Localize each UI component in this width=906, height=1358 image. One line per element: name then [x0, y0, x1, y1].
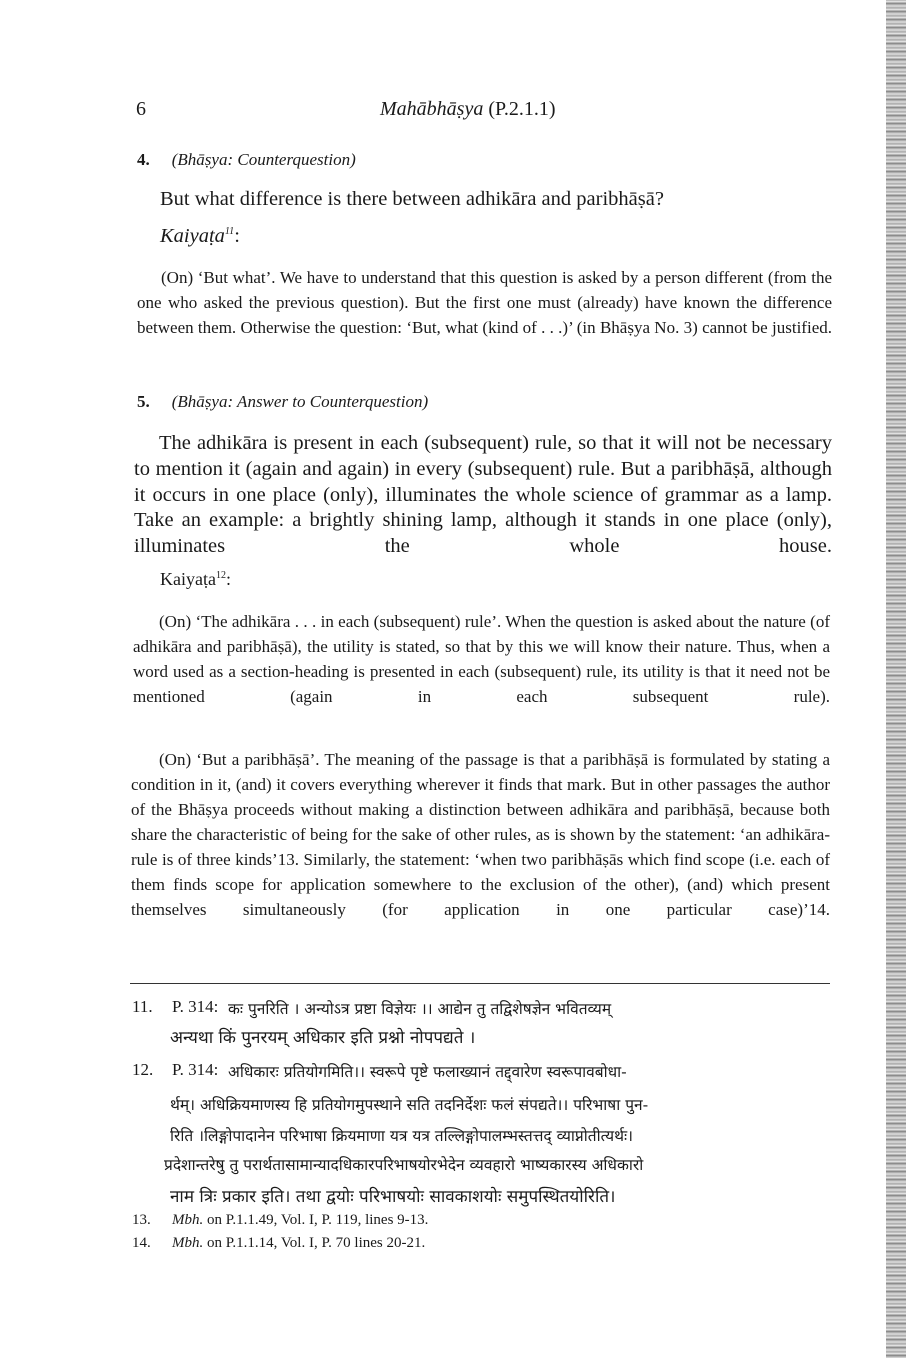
footnote-11-line-2: अन्यथा किं पुनरयम् अधिकार इति प्रश्नो नोपपद्यते ।	[170, 1028, 476, 1048]
running-head-title: Mahābhāṣya	[380, 98, 484, 120]
footnote-11-line-1: कः पुनरिति । अन्योऽत्र प्रष्टा विज्ञेयः ।। आद्येन तु तद्विशेषज्ञेन भवितव्यम्	[228, 1000, 612, 1018]
footnote-14-number: 14.	[132, 1235, 151, 1251]
footnote-13	[172, 1212, 428, 1229]
footnote-12-line-5: नाम त्रिः प्रकार इति। तथा द्वयोः परिभाषयोः सावकाशयोः समुपस्थितयोरिति।	[170, 1187, 616, 1207]
section-5-heading	[137, 392, 428, 412]
section-4-kaiyata-text: (On) ‘But what’. We have to understand that this question is asked by a person different (from the one who asked the previous question). But the first one must (already) have known the difference between them. Otherwise the question: ‘But, what (kind of . . .)’ (in Bhāṣya No. 3) cannot be justified.	[137, 268, 832, 337]
footnote-13-text: on P.1.1.49, Vol. I, P. 119, lines 9-13.	[207, 1212, 429, 1228]
footnote-14	[172, 1235, 425, 1252]
footnote-12-line-3: रिति ।लिङ्गोपादानेन परिभाषा क्रियमाणा यत्र यत्र तल्लिङ्गोपालम्भस्तत्तद् व्याप्नोतीत्यर्थः।	[170, 1127, 633, 1145]
footnote-11-source: P. 314:	[172, 997, 219, 1016]
footnote-12-line-1: अधिकारः प्रतियोगमिति।। स्वरूपे पृष्टे फलाख्यानं तद्द्वारेण स्वरूपावबोधा-	[228, 1063, 627, 1081]
footnote-12-number: 12.	[132, 1060, 154, 1079]
footnote-13-number: 13.	[132, 1212, 151, 1228]
footnote-ref-11: 11	[224, 226, 235, 238]
section-5-bhasya-text: The adhikāra is present in each (subsequent) rule, so that it will not be necessary to mention it (again and again) in every (subsequent) rule. But a paribhāṣā, although it occurs in one place (only), illuminates the whole science of grammar as a lamp. Take an example: a brightly shining lamp, although it stands in one place (only), illuminates the whole house.	[134, 432, 832, 558]
page-number: 6	[136, 98, 146, 120]
section-5-kaiyata-label: Kaiyaṭa$^{12}$:	[160, 569, 231, 589]
section-4-heading	[137, 150, 356, 170]
section-4-kaiyata-label: Kaiyaṭa$^{11}$:	[160, 225, 240, 247]
kaiyata-label: Kaiyaṭa	[160, 225, 225, 247]
footnote-14-work: Mbh.	[172, 1235, 204, 1251]
section-4-bhasya-text: But what difference is there between adhikāra and paribhāṣā?	[160, 188, 664, 210]
footnote-ref-12: 12	[215, 570, 226, 581]
running-head	[380, 98, 556, 121]
section-5-kaiyata-para-2: (On) ‘But a paribhāṣā’. The meaning of the passage is that a paribhāṣā is formulated by stating a condition in it, (and) it covers everything wherever it finds that mark. But in other passages the author of the Bhāṣya proceeds without making a distinction between adhikāra and paribhāṣā, because both share the characteristic of being for the sake of other rules, as is shown by the statement: ‘an adhikāra-rule is of three kinds’13. Similarly, the statement: ‘when two paribhāṣās which find scope (i.e. each of them finds scope for application somewhere to the exclusion of the other), (and) which present themselves simultaneously (for application in one particular case)’14.	[131, 750, 830, 919]
footnote-12-source: P. 314:	[172, 1060, 219, 1079]
footnote-11-number: 11.	[132, 997, 153, 1016]
section-5-number: 5.	[137, 392, 150, 411]
section-5-title: (Bhāṣya: Answer to Counterquestion)	[171, 392, 429, 411]
scanned-page-edge	[886, 0, 906, 1358]
footnote-rule	[130, 983, 830, 984]
kaiyata-label: Kaiyaṭa	[160, 569, 216, 589]
section-4-title: (Bhāṣya: Counterquestion)	[171, 150, 356, 169]
footnote-14-text: on P.1.1.14, Vol. I, P. 70 lines 20-21.	[207, 1235, 426, 1251]
running-head-reference: (P.2.1.1)	[488, 98, 556, 120]
footnote-13-work: Mbh.	[172, 1212, 204, 1228]
section-5-kaiyata-para-1: (On) ‘The adhikāra . . . in each (subsequent) rule’. When the question is asked about the nature (of adhikāra and paribhāṣā), the utility is stated, so that by this we will know their nature. Thus, when a word used as a section-heading is presented in each (subsequent) rule, its utility is that it need not be mentioned (again in each subsequent rule).	[133, 612, 830, 706]
footnote-12-line-2: र्थम्। अधिक्रियमाणस्य हि प्रतियोगमुपस्थाने सति तदनिर्देशः फलं संपद्यते।। परिभाषा पुन-	[170, 1096, 649, 1114]
footnote-12-line-4: प्रदेशान्तरेषु तु परार्थतासामान्यादधिकारपरिभाषयोरभेदेन व्यवहारो भाष्यकारस्य अधिकारो	[164, 1156, 644, 1174]
section-4-number: 4.	[137, 150, 150, 169]
